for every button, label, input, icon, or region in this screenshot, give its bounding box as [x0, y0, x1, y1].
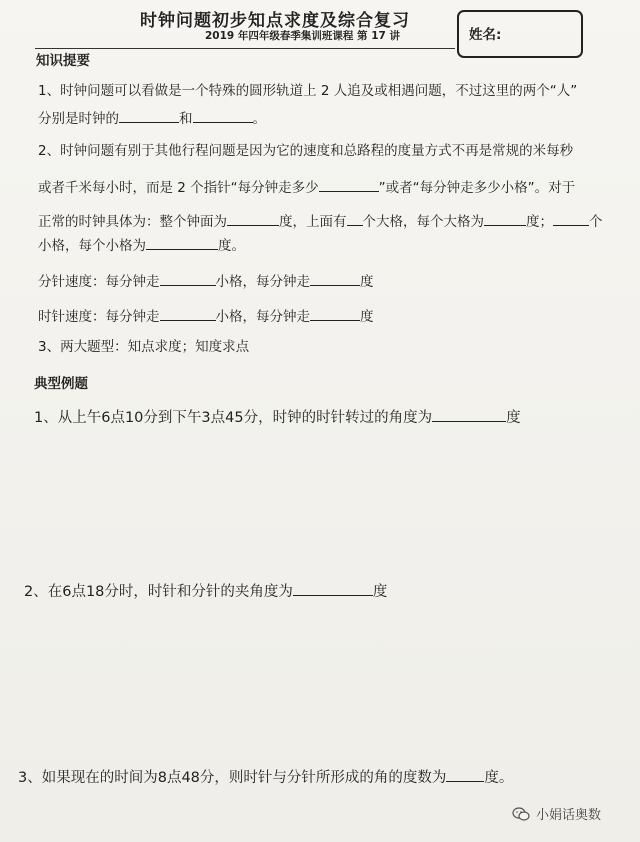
watermark [512, 804, 601, 823]
answer-blank[interactable] [227, 212, 279, 226]
example-question-1: 1、从上午6点10分到下午3点45分，时钟的时针转过的角度为 度 [34, 410, 521, 426]
answer-blank[interactable] [484, 212, 526, 226]
knowledge-item-1-line-2: 分别是时钟的 和 。 [38, 111, 266, 127]
knowledge-item-1-line-1: 1、时钟问题可以看做是一个特殊的圆形轨道上 2 人追及或相遇问题，不过这里的两个“人” [38, 83, 578, 99]
hour-hand-speed: 时针速度：每分钟走 小格，每分钟走 度 [38, 309, 374, 325]
answer-blank[interactable] [119, 109, 179, 123]
example-question-2: 2、在6点18分时，时针和分针的夹角度为 度 [24, 584, 388, 600]
answer-blank[interactable] [319, 178, 379, 192]
header-divider [35, 48, 455, 49]
knowledge-item-2-line-1: 2、时钟问题有别于其他行程问题是因为它的速度和总路程的度量方式不再是常规的米每秒 [38, 143, 574, 159]
answer-blank[interactable] [553, 212, 589, 226]
example-question-3: 3、如果现在的时间为8点48分，则时针与分针所形成的角的度数为 度。 [18, 770, 514, 786]
examples-heading: 典型例题 [34, 376, 88, 392]
answer-blank[interactable] [193, 109, 253, 123]
knowledge-item-2-line-2: 或者千米每小时，而是 2 个指针“每分钟走多少 ”或者“每分钟走多少小格”。对于 [38, 180, 576, 196]
page-subtitle: 2019 年四年级春季集训班课程 第 17 讲 [205, 30, 400, 42]
answer-blank[interactable] [432, 408, 506, 422]
page-title: 时钟问题初步知点求度及综合复习 [140, 11, 410, 31]
wechat-icon [512, 807, 530, 821]
name-box[interactable] [457, 10, 583, 58]
knowledge-item-2-line-3: 正常的时钟具体为：整个钟面为 度，上面有 个大格，每个大格为 度； 个 [38, 214, 603, 230]
answer-blank[interactable] [160, 307, 216, 321]
answer-blank[interactable] [446, 768, 484, 782]
answer-blank[interactable] [347, 212, 363, 226]
knowledge-item-2-line-4: 小格，每个小格为 度。 [38, 238, 245, 254]
answer-blank[interactable] [293, 582, 373, 596]
knowledge-heading: 知识提要 [36, 53, 90, 69]
answer-blank[interactable] [146, 236, 218, 250]
minute-hand-speed: 分针速度：每分钟走 小格，每分钟走 度 [38, 274, 374, 290]
answer-blank[interactable] [310, 272, 360, 286]
watermark-text: 小娟话奥数 [536, 808, 602, 823]
answer-blank[interactable] [160, 272, 216, 286]
answer-blank[interactable] [310, 307, 360, 321]
knowledge-item-3: 3、两大题型：知点求度；知度求点 [38, 339, 250, 355]
name-label: 姓名: [469, 27, 502, 43]
